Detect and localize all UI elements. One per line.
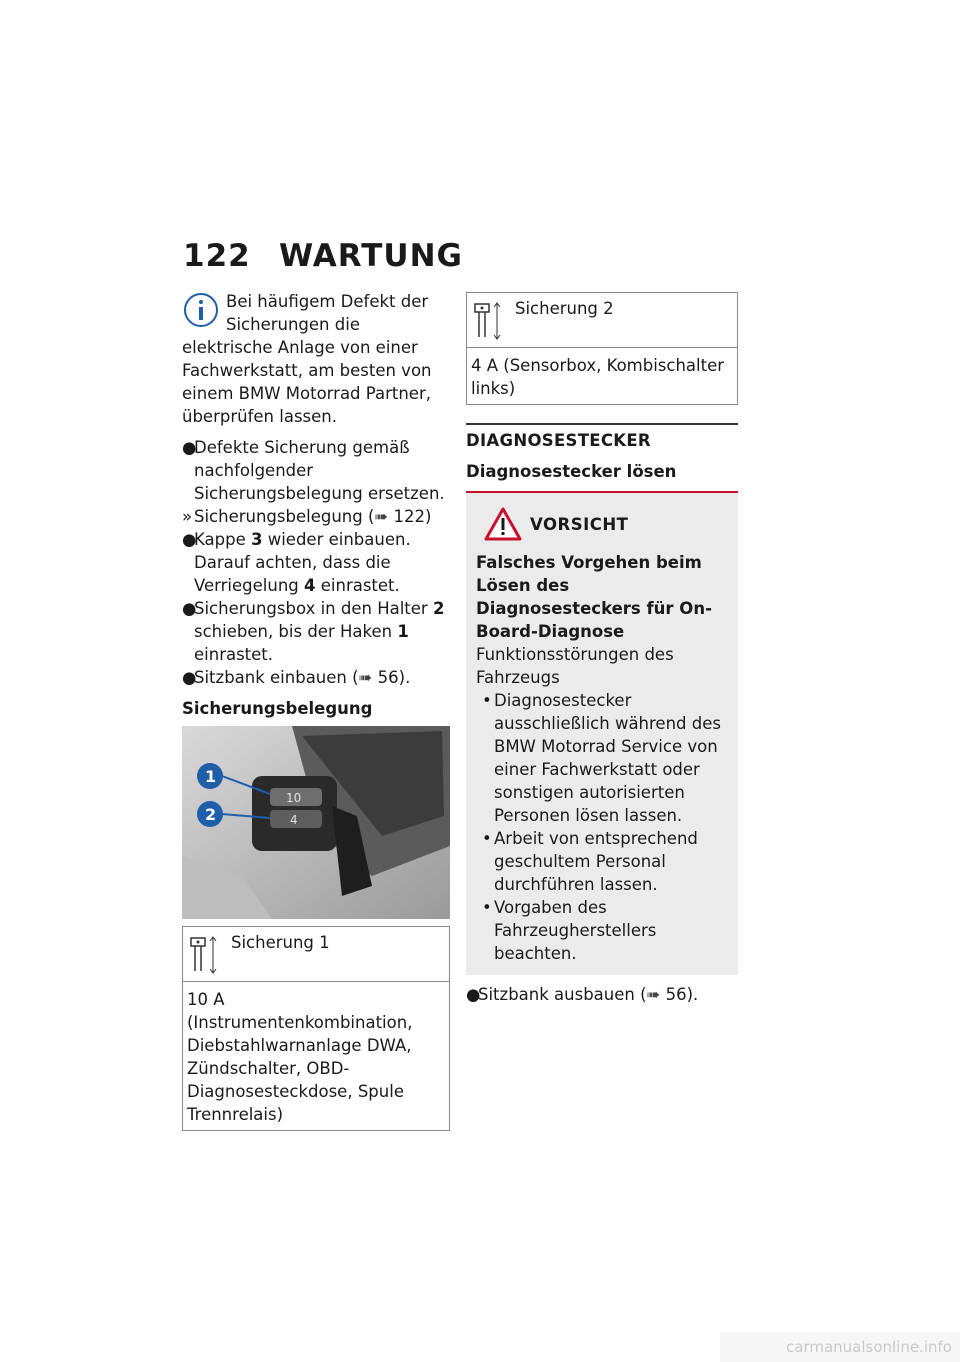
fuse-2-table [466,292,738,405]
step-install-seat[interactable]: ●Sitzbank einbauen (➠ 56). [182,668,411,687]
warning-triangle-icon [484,507,522,541]
page-header [183,238,463,274]
fuse-label-1: 10 [286,791,302,805]
page-number: 122 [183,238,251,274]
fuse-2-description: 4 A (Sensorbox, Kombischalter links) [471,356,725,398]
section-title: DIAGNOSESTECKER [466,431,651,450]
page-ref-arrow-icon: ➠ [646,985,661,1004]
ref-fuse-assignment[interactable]: » Sicherungsbelegung (➠ 122) [182,507,432,526]
warning-item: • Diagnosestecker ausschließlich während des BMW Motorrad Service von einer Fachwerkstatt oder sonstigen autorisierten Personen lösen lassen. [482,691,721,825]
fuse-assignment-heading: Sicherungsbelegung [182,699,373,718]
step-install-cap-note: Darauf achten, dass die Verriegelung 4 einrastet. [194,553,400,595]
section-divider [466,423,738,425]
svg-text:2: 2 [205,805,217,824]
watermark: carmanualsonline.info [720,1332,960,1362]
fuse-icon [473,301,503,341]
left-column [182,290,450,1131]
warning-consequence: Funktionsstörungen des Fahrzeugs [476,645,674,687]
step-fuse-box: ●Sicherungsbox in den Halter 2 schieben, bis der Haken 1 einrastet. [182,599,445,664]
section-subtitle: Diagnosestecker lösen [466,462,677,481]
page-ref-arrow-icon: ➠ [374,507,389,526]
info-icon [182,290,220,330]
fuse-1-table [182,926,450,1131]
warning-box [466,493,738,975]
warning-title: Falsches Vorgehen beim Lösen des Diagnosesteckers für On-Board-Diagnose [476,553,712,641]
step-remove-seat[interactable]: ●Sitzbank ausbauen (➠ 56). [466,985,699,1004]
info-note: Bei häufigem Defekt der Sicherungen die elektrische Anlage von einer Fachwerkstatt, am besten von einem BMW Motorrad Partner, überprüfen lassen. [182,292,432,426]
warning-item: • Vorgaben des Fahrzeugherstellers beachten. [482,898,657,963]
page-ref-arrow-icon: ➠ [358,668,373,687]
fuse-1-description: 10 A (Instrumentenkombination, Diebstahlwarnanlage DWA, Zündschalter, OBD-Diagnosesteckdose, Spule Trennrelais) [187,990,413,1124]
fuse-2-name: Sicherung 2 [515,299,614,318]
fuse-box-photo [182,726,450,919]
fuse-1-name: Sicherung 1 [231,933,330,952]
warning-item: • Arbeit von entsprechend geschultem Personal durchführen lassen. [482,829,698,894]
fuse-label-2: 4 [290,813,298,827]
right-column [466,292,738,1006]
step-install-cap: ●Kappe 3 wieder einbauen. [182,530,411,549]
step-replace-fuse: ●Defekte Sicherung gemäß nachfolgender Sicherungsbelegung ersetzen. [182,438,445,503]
warning-label: VORSICHT [530,514,629,534]
svg-text:1: 1 [205,767,217,786]
page-title: WARTUNG [279,238,463,274]
fuse-icon [189,935,219,975]
